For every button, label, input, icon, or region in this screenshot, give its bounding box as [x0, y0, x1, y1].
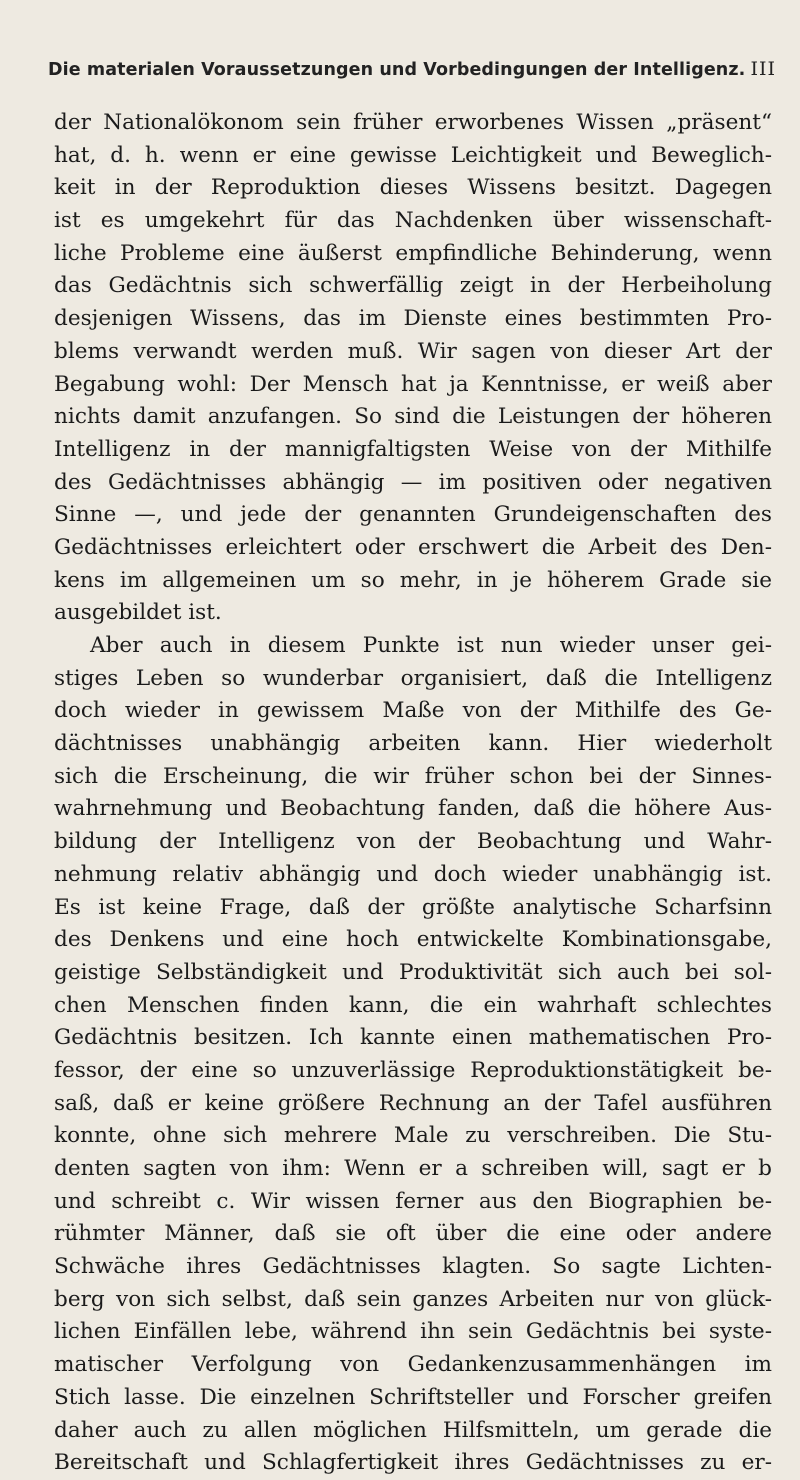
text-line: denten sagten von ihm: Wenn er a schreiben will, sagt er b [54, 1156, 772, 1181]
text-line: wahrnehmung und Beobachtung fanden, daß die höhere Aus- [54, 796, 772, 822]
text-line: der Nationalökonom sein früher erworbenes Wissen „präsent“ [54, 110, 772, 135]
text-line: des Gedächtnisses abhängig — im positiven oder negativen [54, 469, 772, 495]
text-line: Schwäche ihres Gedächtnisses klagten. So sagte Lichten- [54, 1254, 772, 1280]
text-line: Begabung wohl: Der Mensch hat ja Kenntnisse, er weiß aber [54, 371, 772, 397]
text-line: Stich lasse. Die einzelnen Schriftsteller und Forscher greifen [54, 1384, 772, 1410]
text-line: keit in der Reproduktion dieses Wissens besitzt. Dagegen [54, 175, 772, 201]
text-line: des Denkens und eine hoch entwickelte Kombinationsgabe, [54, 927, 772, 953]
text-line: bildung der Intelligenz von der Beobachtung und Wahr- [54, 829, 772, 855]
text-line: fessor, der eine so unzuverlässige Reproduktionstätigkeit be- [54, 1057, 772, 1083]
text-line: Bereitschaft und Schlagfertigkeit ihres Gedächtnisses zu er- [54, 1450, 772, 1476]
text-line: konnte, ohne sich mehrere Male zu verschreiben. Die Stu- [54, 1123, 772, 1149]
text-line: hat, d. h. wenn er eine gewisse Leichtigkeit und Beweglich- [54, 142, 772, 168]
running-head-title: Die materialen Voraussetzungen und Vorbedingungen der Intelligenz. [48, 60, 746, 80]
page-number: III [750, 58, 776, 80]
text-line: Gedächtnis besitzen. Ich kannte einen mathematischen Pro- [54, 1025, 772, 1051]
text-line: sich die Erscheinung, die wir früher schon bei der Sinnes- [54, 763, 772, 789]
text-line: berg von sich selbst, daß sein ganzes Arbeiten nur von glück- [54, 1286, 772, 1312]
text-line: blems verwandt werden muß. Wir sagen von dieser Art der [54, 338, 772, 364]
text-line: doch wieder in gewissem Maße von der Mithilfe des Ge- [54, 698, 772, 724]
text-line: desjenigen Wissens, das im Dienste eines bestimmten Pro- [54, 306, 772, 332]
text-line: stiges Leben so wunderbar organisiert, daß die Intelligenz [54, 665, 772, 691]
text-line: das Gedächtnis sich schwerfällig zeigt in der Herbeiholung [54, 273, 772, 299]
text-line: Gedächtnisses erleichtert oder erschwert die Arbeit des Den- [54, 534, 772, 560]
paragraph-end-line: ausgebildet ist. [54, 600, 222, 626]
text-line: matischer Verfolgung von Gedankenzusammenhängen im [54, 1352, 772, 1378]
text-line: liche Probleme eine äußerst empfindliche Behinderung, wenn [54, 240, 772, 266]
text-line: lichen Einfällen lebe, während ihn sein Gedächtnis bei syste- [54, 1319, 772, 1345]
text-line: dächtnisses unabhängig arbeiten kann. Hier wiederholt [54, 731, 772, 757]
text-line: Es ist keine Frage, daß der größte analytische Scharfsinn [54, 894, 772, 920]
text-line: kens im allgemeinen um so mehr, in je höherem Grade sie [54, 567, 772, 593]
text-line: Sinne —, und jede der genannten Grundeigenschaften des [54, 502, 772, 528]
text-line: daher auch zu allen möglichen Hilfsmitteln, um gerade die [54, 1417, 772, 1443]
text-line: saß, daß er keine größere Rechnung an der Tafel ausführen [54, 1090, 772, 1116]
text-line: nehmung relativ abhängig und doch wieder unabhängig ist. [54, 861, 772, 887]
text-line: geistige Selbständigkeit und Produktivität sich auch bei sol- [54, 959, 772, 985]
paragraph-start-line: Aber auch in diesem Punkte ist nun wieder unser gei- [90, 633, 772, 658]
running-head [48, 58, 776, 80]
body-text [54, 107, 772, 1480]
text-line: chen Menschen finden kann, die ein wahrhaft schlechtes [54, 992, 772, 1018]
text-line: nichts damit anzufangen. So sind die Leistungen der höheren [54, 404, 772, 430]
text-line: ist es umgekehrt für das Nachdenken über wissenschaft- [54, 208, 772, 234]
text-line: und schreibt c. Wir wissen ferner aus den Biographien be- [54, 1188, 772, 1214]
text-line: rühmter Männer, daß sie oft über die eine oder andere [54, 1221, 772, 1247]
text-line: Intelligenz in der mannigfaltigsten Weise von der Mithilfe [54, 436, 772, 462]
